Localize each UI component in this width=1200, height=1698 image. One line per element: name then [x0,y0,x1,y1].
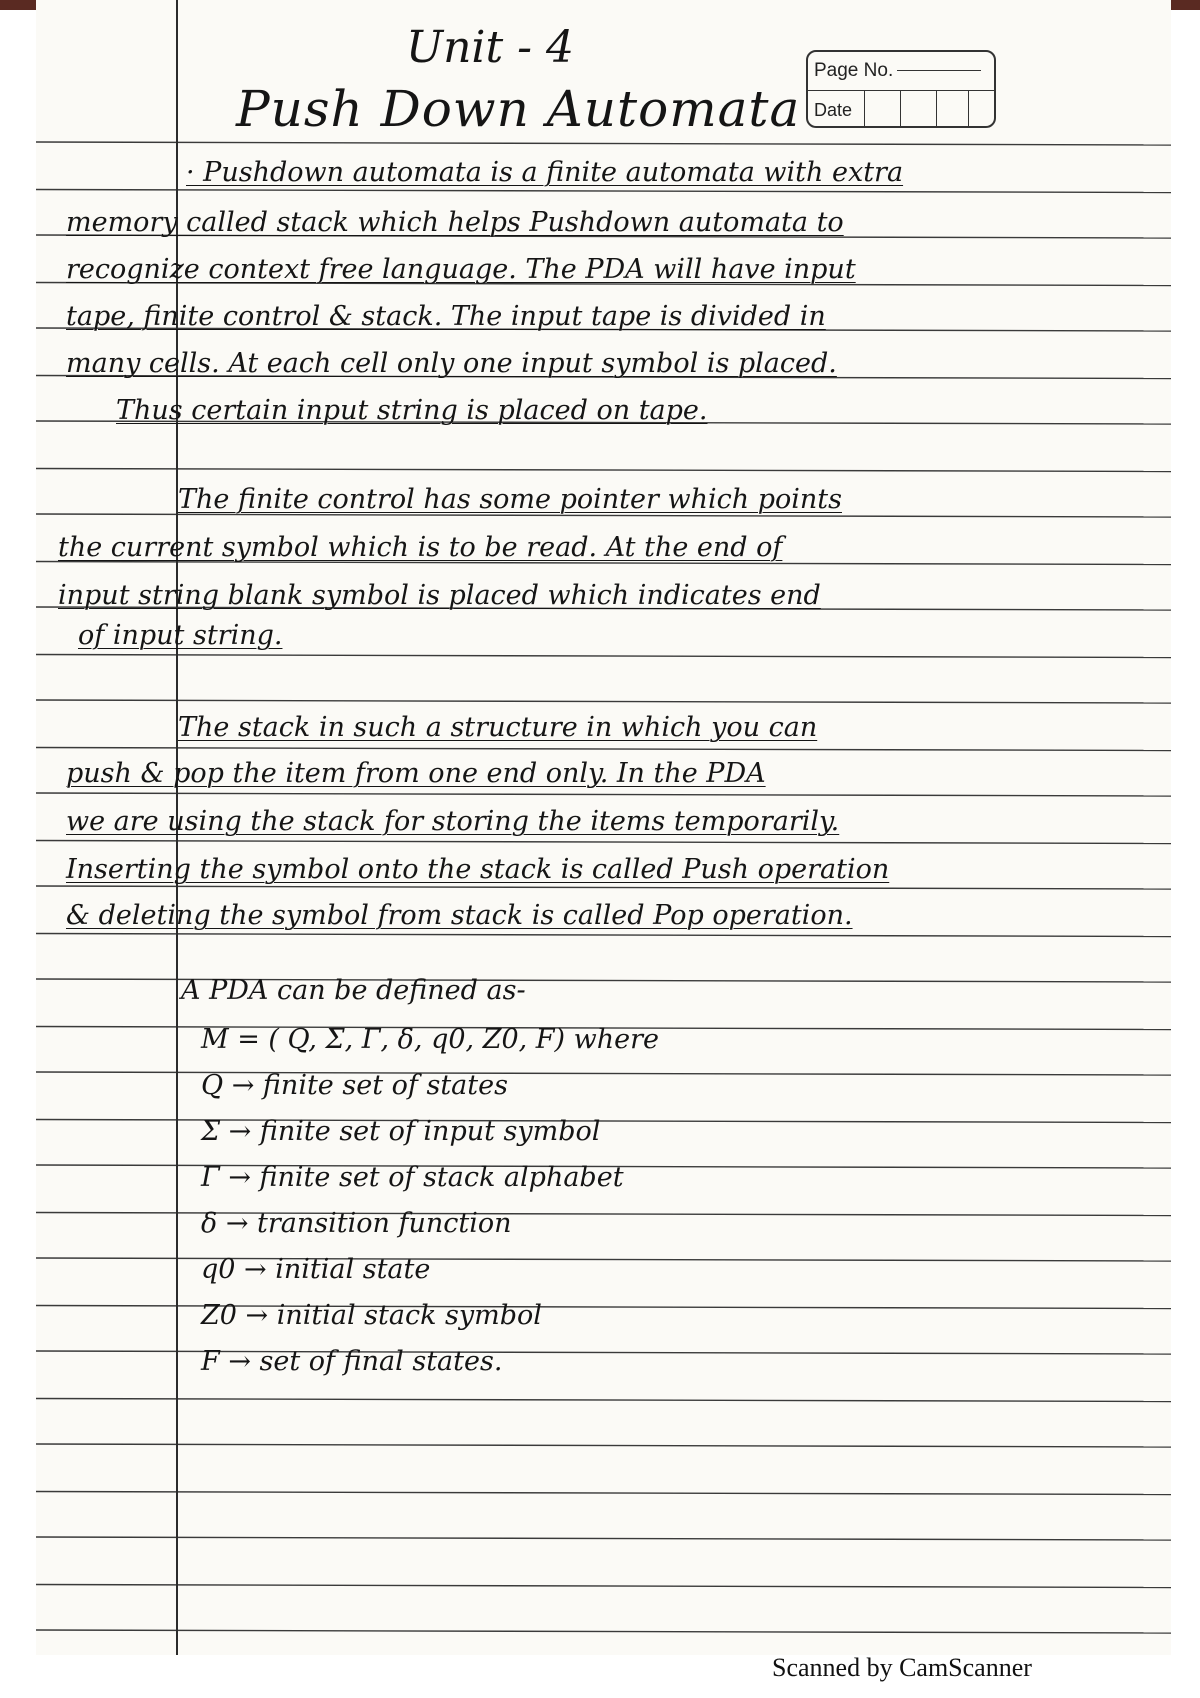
definition-item: Z0 → initial stack symbol [201,1300,542,1331]
ruled-line [36,1585,1171,1588]
page-title: Push Down Automata [236,80,801,138]
ruled-line [36,1444,1171,1447]
paragraph-line: The stack in such a structure in which you can [178,712,818,743]
definition-tuple: M = ( Q, Σ, Γ, δ, q0, Z0, F) where [201,1024,660,1055]
paragraph-line: many cells. At each cell only one input symbol is placed. [66,348,837,379]
definition-item: Γ → finite set of stack alphabet [201,1162,624,1193]
ruled-line [36,469,1171,472]
definition-item: Σ → finite set of input symbol [201,1116,601,1147]
paragraph-line: recognize context free language. The PDA will have input [66,254,856,285]
paragraph-line: of input string. [78,620,283,651]
page-no-label: Page No. [814,60,894,81]
ruled-line [36,142,1171,145]
definition-item: q0 → initial state [201,1254,431,1285]
definition-item: Q → finite set of states [201,1070,508,1101]
unit-heading: Unit - 4 [406,22,575,73]
paragraph-line: Thus certain input string is placed on tape. [116,395,708,426]
ruled-line [36,934,1171,937]
scanner-watermark: Scanned by CamScanner [772,1653,1032,1682]
paragraph-line: tape, finite control & stack. The input tape is divided in [66,301,826,332]
ruled-line [36,1630,1171,1633]
ruled-line [36,841,1171,844]
paragraph-line: input string blank symbol is placed which indicates end [58,580,821,611]
paragraph-line: we are using the stack for storing the items temporarily. [66,806,840,837]
paragraph-line: push & pop the item from one end only. In the PDA [66,758,766,789]
ruled-line [36,748,1171,751]
ruled-line [36,1537,1171,1540]
date-label: Date [814,100,853,120]
ruled-line [36,1399,1171,1402]
paragraph-line: the current symbol which is to be read. At the end of [58,532,783,563]
ruled-line [36,190,1171,193]
definition-intro: A PDA can be defined as- [181,975,526,1006]
ruled-line [36,793,1171,796]
paragraph-line: Inserting the symbol onto the stack is called Push operation [66,854,890,885]
paragraph-line: & deleting the symbol from stack is called Pop operation. [66,900,853,931]
paragraph-line: · Pushdown automata is a finite automata with extra [186,157,904,188]
ruled-line [36,886,1171,889]
ruled-line [36,700,1171,703]
paragraph-line: The finite control has some pointer which points [178,484,842,515]
paragraph-line: memory called stack which helps Pushdown automata to [66,207,844,238]
page-number-date-box [806,50,996,128]
page-no-blank [897,70,981,71]
definition-item: F → set of final states. [201,1346,503,1377]
page-no-row [814,60,981,82]
ruled-line [36,1492,1171,1495]
ruled-line [36,655,1171,658]
notebook-sheet [36,0,1171,1655]
definition-item: δ → transition function [201,1208,512,1239]
date-cells [864,90,994,126]
